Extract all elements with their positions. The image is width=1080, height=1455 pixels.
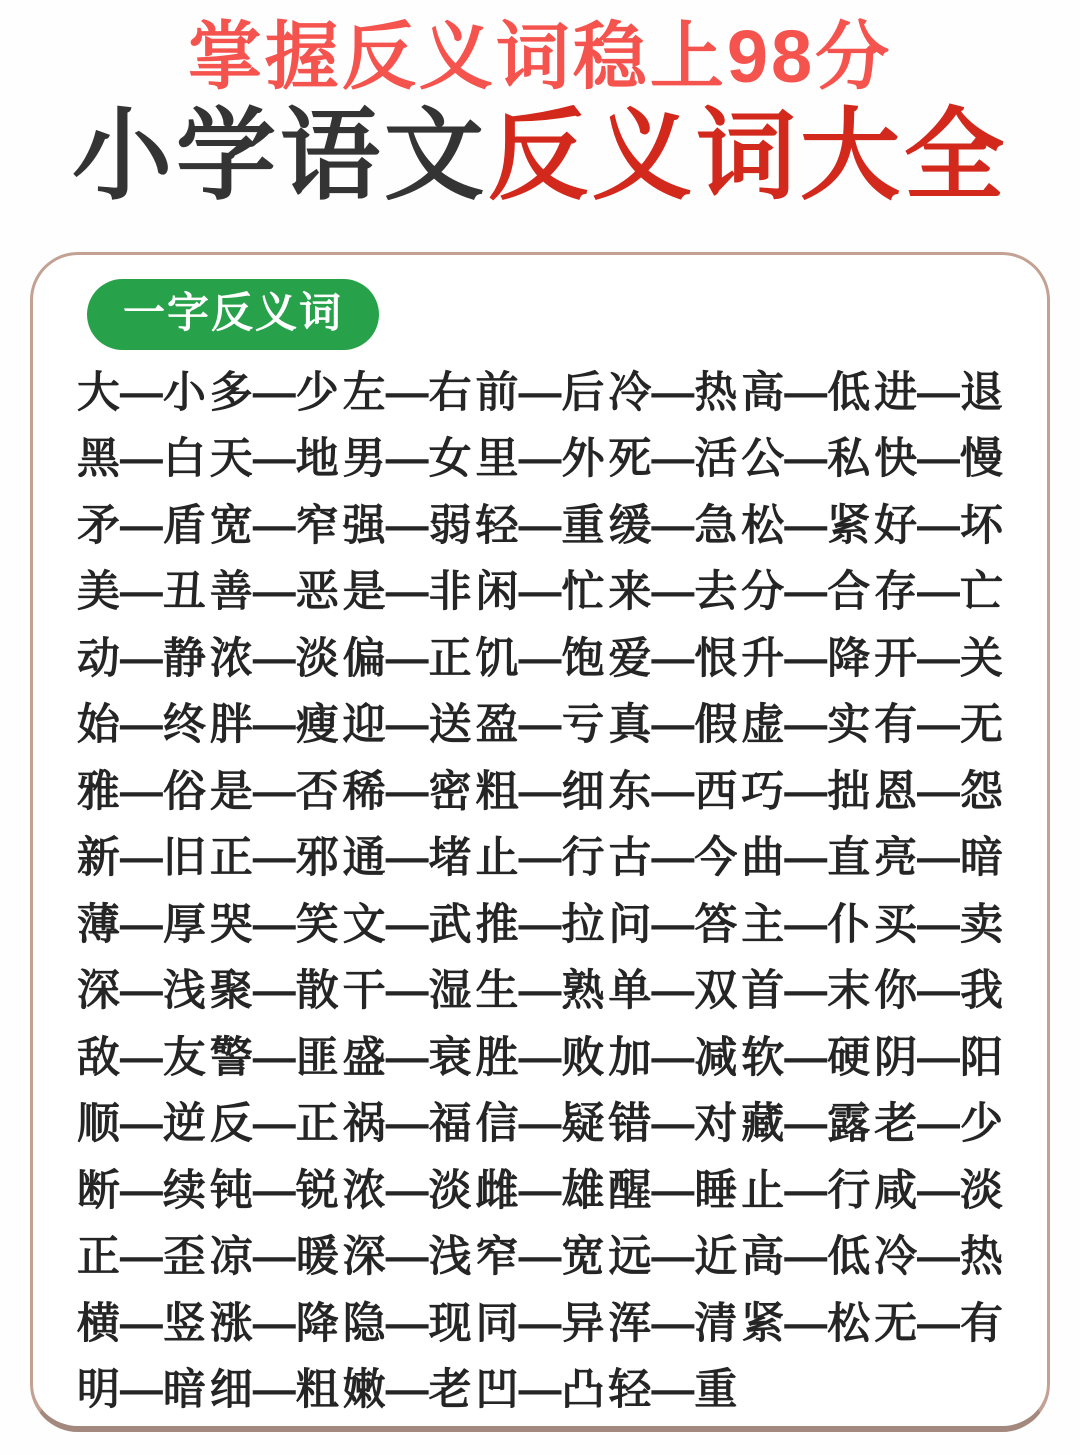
antonym-pair: 进—退	[874, 368, 1004, 417]
antonym-pair: 信—疑	[475, 1100, 605, 1149]
antonym-card	[30, 252, 1050, 1432]
antonym-pair: 远—近	[608, 1233, 738, 1282]
section-badge: 一字反义词	[87, 279, 379, 350]
antonym-pair: 老—少	[874, 1100, 1004, 1149]
antonym-pair: 祸—福	[342, 1100, 472, 1149]
antonym-pair: 来—去	[608, 568, 738, 617]
antonym-pair: 你—我	[874, 967, 1004, 1016]
antonym-pair: 窄—宽	[475, 1233, 605, 1282]
antonym-row	[75, 1221, 1005, 1288]
antonym-pair: 紧—松	[741, 1299, 871, 1348]
antonym-pair: 胜—败	[475, 1033, 605, 1082]
antonym-row	[75, 689, 1005, 756]
antonym-pair: 快—慢	[874, 435, 1004, 484]
antonym-pair: 左—右	[342, 368, 472, 417]
antonym-row	[75, 622, 1005, 689]
antonym-pair: 涨—降	[209, 1299, 339, 1348]
antonym-pair: 首—末	[741, 967, 871, 1016]
antonym-pair: 顺—逆	[76, 1100, 206, 1149]
antonym-pair: 善—恶	[209, 568, 339, 617]
antonym-row	[75, 1154, 1005, 1221]
antonym-row	[75, 1354, 1005, 1421]
antonym-pair: 聚—散	[209, 967, 339, 1016]
antonym-pair: 大—小	[76, 368, 206, 417]
antonym-pair: 爱—恨	[608, 634, 738, 683]
antonym-pair: 正—歪	[76, 1233, 206, 1282]
antonym-pair: 问—答	[608, 900, 738, 949]
antonym-pair: 里—外	[475, 435, 605, 484]
antonym-pair: 通—堵	[342, 834, 472, 883]
antonym-pair: 冷—热	[608, 368, 738, 417]
antonym-pair: 稀—密	[342, 767, 472, 816]
antonym-pair: 浑—清	[608, 1299, 738, 1348]
antonym-pair: 凹—凸	[475, 1366, 605, 1415]
antonym-pair: 有—无	[874, 701, 1004, 750]
antonym-pair: 天—地	[209, 435, 339, 484]
antonym-pair: 细—粗	[209, 1366, 339, 1415]
antonym-row	[75, 755, 1005, 822]
antonym-pair: 反—正	[209, 1100, 339, 1149]
antonym-pair: 饥—饱	[475, 634, 605, 683]
antonym-pair: 前—后	[475, 368, 605, 417]
antonym-pair: 浓—淡	[342, 1166, 472, 1215]
antonym-pair: 干—湿	[342, 967, 472, 1016]
antonym-pair: 是—否	[209, 767, 339, 816]
antonym-row	[75, 423, 1005, 490]
antonym-pair: 粗—细	[475, 767, 605, 816]
antonym-pair: 咸—淡	[874, 1166, 1004, 1215]
antonym-row	[75, 356, 1005, 423]
antonym-pair: 止—行	[741, 1166, 871, 1215]
antonym-pair: 轻—重	[608, 1366, 738, 1415]
antonym-pair: 死—活	[608, 435, 738, 484]
antonym-pair: 深—浅	[342, 1233, 472, 1282]
antonym-pair: 多—少	[209, 368, 339, 417]
antonym-row	[75, 888, 1005, 955]
antonym-pair: 隐—现	[342, 1299, 472, 1348]
antonym-pair: 浓—淡	[209, 634, 339, 683]
antonym-pair: 好—坏	[874, 501, 1004, 550]
antonym-pair: 文—武	[342, 900, 472, 949]
antonym-pair: 警—匪	[209, 1033, 339, 1082]
antonym-pair: 始—终	[76, 701, 206, 750]
antonym-row	[75, 556, 1005, 623]
poster-subtitle: 掌握反义词稳上98分	[187, 15, 893, 98]
antonym-pair: 宽—窄	[209, 501, 339, 550]
antonym-pair: 盛—衰	[342, 1033, 472, 1082]
antonym-pair: 轻—重	[475, 501, 605, 550]
antonym-pair: 阴—阳	[874, 1033, 1004, 1082]
antonym-pair: 胖—瘦	[209, 701, 339, 750]
antonym-pair: 动—静	[76, 634, 206, 683]
antonym-pair: 曲—直	[741, 834, 871, 883]
antonym-pair: 矛—盾	[76, 501, 206, 550]
antonym-pair: 嫩—老	[342, 1366, 472, 1415]
antonym-pair: 敌—友	[76, 1033, 206, 1082]
antonym-row	[75, 822, 1005, 889]
antonym-pair: 新—旧	[76, 834, 206, 883]
antonym-pair: 止—行	[475, 834, 605, 883]
antonym-pair: 错—对	[608, 1100, 738, 1149]
antonym-pair: 明—暗	[76, 1366, 206, 1415]
antonym-pair: 横—竖	[76, 1299, 206, 1348]
poster-title-red-part: 反义词大全	[488, 100, 1008, 213]
antonym-row	[75, 1287, 1005, 1354]
antonym-pair: 无—有	[874, 1299, 1004, 1348]
antonym-pair: 古—今	[608, 834, 738, 883]
antonym-pair: 美—丑	[76, 568, 206, 617]
antonym-pair: 盈—亏	[475, 701, 605, 750]
antonym-pair: 醒—睡	[608, 1166, 738, 1215]
antonym-pair: 藏—露	[741, 1100, 871, 1149]
antonym-pair: 缓—急	[608, 501, 738, 550]
antonym-pair: 黑—白	[76, 435, 206, 484]
antonym-pair: 钝—锐	[209, 1166, 339, 1215]
antonym-pair: 高—低	[741, 368, 871, 417]
antonym-pair: 升—降	[741, 634, 871, 683]
antonym-pair: 主—仆	[741, 900, 871, 949]
poster-title	[0, 97, 1080, 211]
antonym-pair: 闲—忙	[475, 568, 605, 617]
antonym-pair: 雌—雄	[475, 1166, 605, 1215]
antonym-pair: 公—私	[741, 435, 871, 484]
antonym-pair: 松—紧	[741, 501, 871, 550]
antonym-row	[75, 1021, 1005, 1088]
antonym-pair: 雅—俗	[76, 767, 206, 816]
antonym-pair: 巧—拙	[741, 767, 871, 816]
antonym-pair: 存—亡	[874, 568, 1004, 617]
antonym-pair: 恩—怨	[874, 767, 1004, 816]
antonym-pair: 虚—实	[741, 701, 871, 750]
antonym-pair: 同—异	[475, 1299, 605, 1348]
antonym-pair: 推—拉	[475, 900, 605, 949]
antonym-pair: 迎—送	[342, 701, 472, 750]
antonym-pair: 东—西	[608, 767, 738, 816]
antonym-pair: 生—熟	[475, 967, 605, 1016]
antonym-pair: 薄—厚	[76, 900, 206, 949]
antonym-pair: 高—低	[741, 1233, 871, 1282]
antonym-pair: 强—弱	[342, 501, 472, 550]
antonym-row	[75, 955, 1005, 1022]
antonym-pair: 亮—暗	[874, 834, 1004, 883]
antonym-pair: 冷—热	[874, 1233, 1004, 1282]
antonym-pair: 单—双	[608, 967, 738, 1016]
antonym-pair: 真—假	[608, 701, 738, 750]
antonym-pair: 断—续	[76, 1166, 206, 1215]
antonym-pair: 凉—暖	[209, 1233, 339, 1282]
antonym-pair: 正—邪	[209, 834, 339, 883]
antonym-pair: 男—女	[342, 435, 472, 484]
antonym-grid	[75, 356, 1005, 1420]
poster-title-black-part: 小学语文	[72, 100, 488, 213]
antonym-pair: 买—卖	[874, 900, 1004, 949]
antonym-pair: 深—浅	[76, 967, 206, 1016]
antonym-pair: 软—硬	[741, 1033, 871, 1082]
antonym-pair: 偏—正	[342, 634, 472, 683]
antonym-row	[75, 1088, 1005, 1155]
antonym-pair: 加—减	[608, 1033, 738, 1082]
antonym-pair: 哭—笑	[209, 900, 339, 949]
antonym-pair: 是—非	[342, 568, 472, 617]
antonym-pair: 分—合	[741, 568, 871, 617]
antonym-pair: 开—关	[874, 634, 1004, 683]
antonym-row	[75, 489, 1005, 556]
